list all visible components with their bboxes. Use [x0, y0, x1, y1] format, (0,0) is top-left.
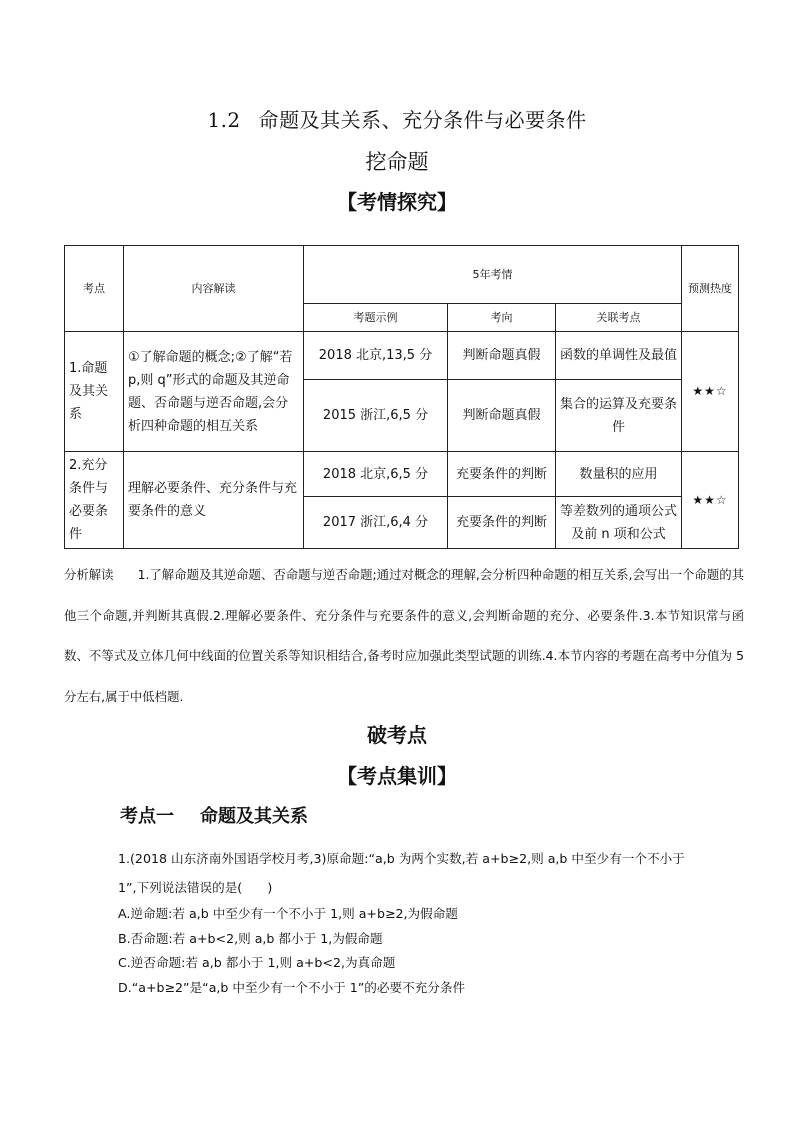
kaodian-title: 命题及其关系	[200, 806, 308, 827]
example-cell: 2018 北京,13,5 分	[304, 332, 448, 380]
direction-cell: 判断命题真假	[448, 380, 556, 452]
option-a: A.逆命题:若 a,b 中至少有一个不小于 1,则 a+b≥2,为假命题	[118, 906, 458, 921]
header-five-year: 5年考情	[304, 246, 682, 304]
analysis-text: 1.了解命题及其逆命题、否命题与逆否命题;通过对概念的理解,会分析四种命题的相互关系,会写出一个命题的其他三个命题,并判断其真假.2.理解必要条件、充分条件与充要条件的意义,会判断命题的充分、必要条件.3.本节知识常与函数、不等式及立体几何中线面的位置关系等知识相结合,备考时应加强此类型试题的训练.4.本节内容的考题在高考中分值为 5 分左右,属于中低档题.	[64, 567, 744, 704]
kaodian-cell: 2.充分条件与必要条件	[65, 452, 124, 549]
exam-analysis-table	[64, 245, 739, 549]
table-row	[65, 452, 739, 497]
neirong-cell: 理解必要条件、充分条件与充要条件的意义	[124, 452, 304, 549]
section-title: 命题及其关系、充分条件与必要条件	[258, 108, 587, 132]
heat-rating: ★★☆	[682, 452, 739, 549]
kaodian-number: 考点一	[120, 806, 174, 827]
header-direction: 考向	[448, 304, 556, 332]
table-header-row	[65, 246, 739, 304]
related-cell: 等差数列的通项公式及前 n 项和公式	[556, 497, 682, 549]
part-heading-wamingti: 挖命题	[365, 150, 429, 174]
bracket-heading-kaoqing: 【考情探究】	[337, 190, 457, 214]
neirong-cell: ①了解命题的概念;②了解“若 p,则 q”形式的命题及其逆命题、否命题与逆否命题,会分析四种命题的相互关系	[124, 332, 304, 452]
question-block	[118, 844, 688, 1000]
related-cell: 数量积的应用	[556, 452, 682, 497]
header-neirong: 内容解读	[124, 246, 304, 332]
heat-rating: ★★☆	[682, 332, 739, 452]
header-related: 关联考点	[556, 304, 682, 332]
header-heat: 预测热度	[682, 246, 739, 332]
direction-cell: 判断命题真假	[448, 332, 556, 380]
option-d: D.“a+b≥2”是“a,b 中至少有一个不小于 1”的必要不充分条件	[118, 979, 466, 995]
option-c: C.逆否命题:若 a,b 都小于 1,则 a+b<2,为真命题	[118, 955, 396, 970]
example-cell: 2018 北京,6,5 分	[304, 452, 448, 497]
analysis-paragraph	[64, 555, 744, 717]
direction-cell: 充要条件的判断	[448, 497, 556, 549]
header-kaodian: 考点	[65, 246, 124, 332]
example-cell: 2015 浙江,6,5 分	[304, 380, 448, 452]
section-number: 1.2	[207, 108, 241, 132]
page-title	[0, 104, 794, 133]
question-stem: 1.(2018 山东济南外国语学校月考,3)原命题:“a,b 为两个实数,若 a+b≥2,则 a,b 中至少有一个不小于 1”,下列说法错误的是( )	[118, 851, 685, 895]
part-heading-pokaodian: 破考点	[367, 723, 427, 747]
related-cell: 集合的运算及充要条件	[556, 380, 682, 452]
bracket-heading-jixun: 【考点集训】	[337, 764, 457, 788]
analysis-label: 分析解读	[64, 567, 114, 582]
direction-cell: 充要条件的判断	[448, 452, 556, 497]
example-cell: 2017 浙江,6,4 分	[304, 497, 448, 549]
header-example: 考题示例	[304, 304, 448, 332]
kaodian-heading	[120, 802, 308, 828]
option-b: B.否命题:若 a+b<2,则 a,b 都小于 1,为假命题	[118, 930, 383, 946]
related-cell: 函数的单调性及最值	[556, 332, 682, 380]
table-row	[65, 332, 739, 380]
kaodian-cell: 1.命题及其关系	[65, 332, 124, 452]
